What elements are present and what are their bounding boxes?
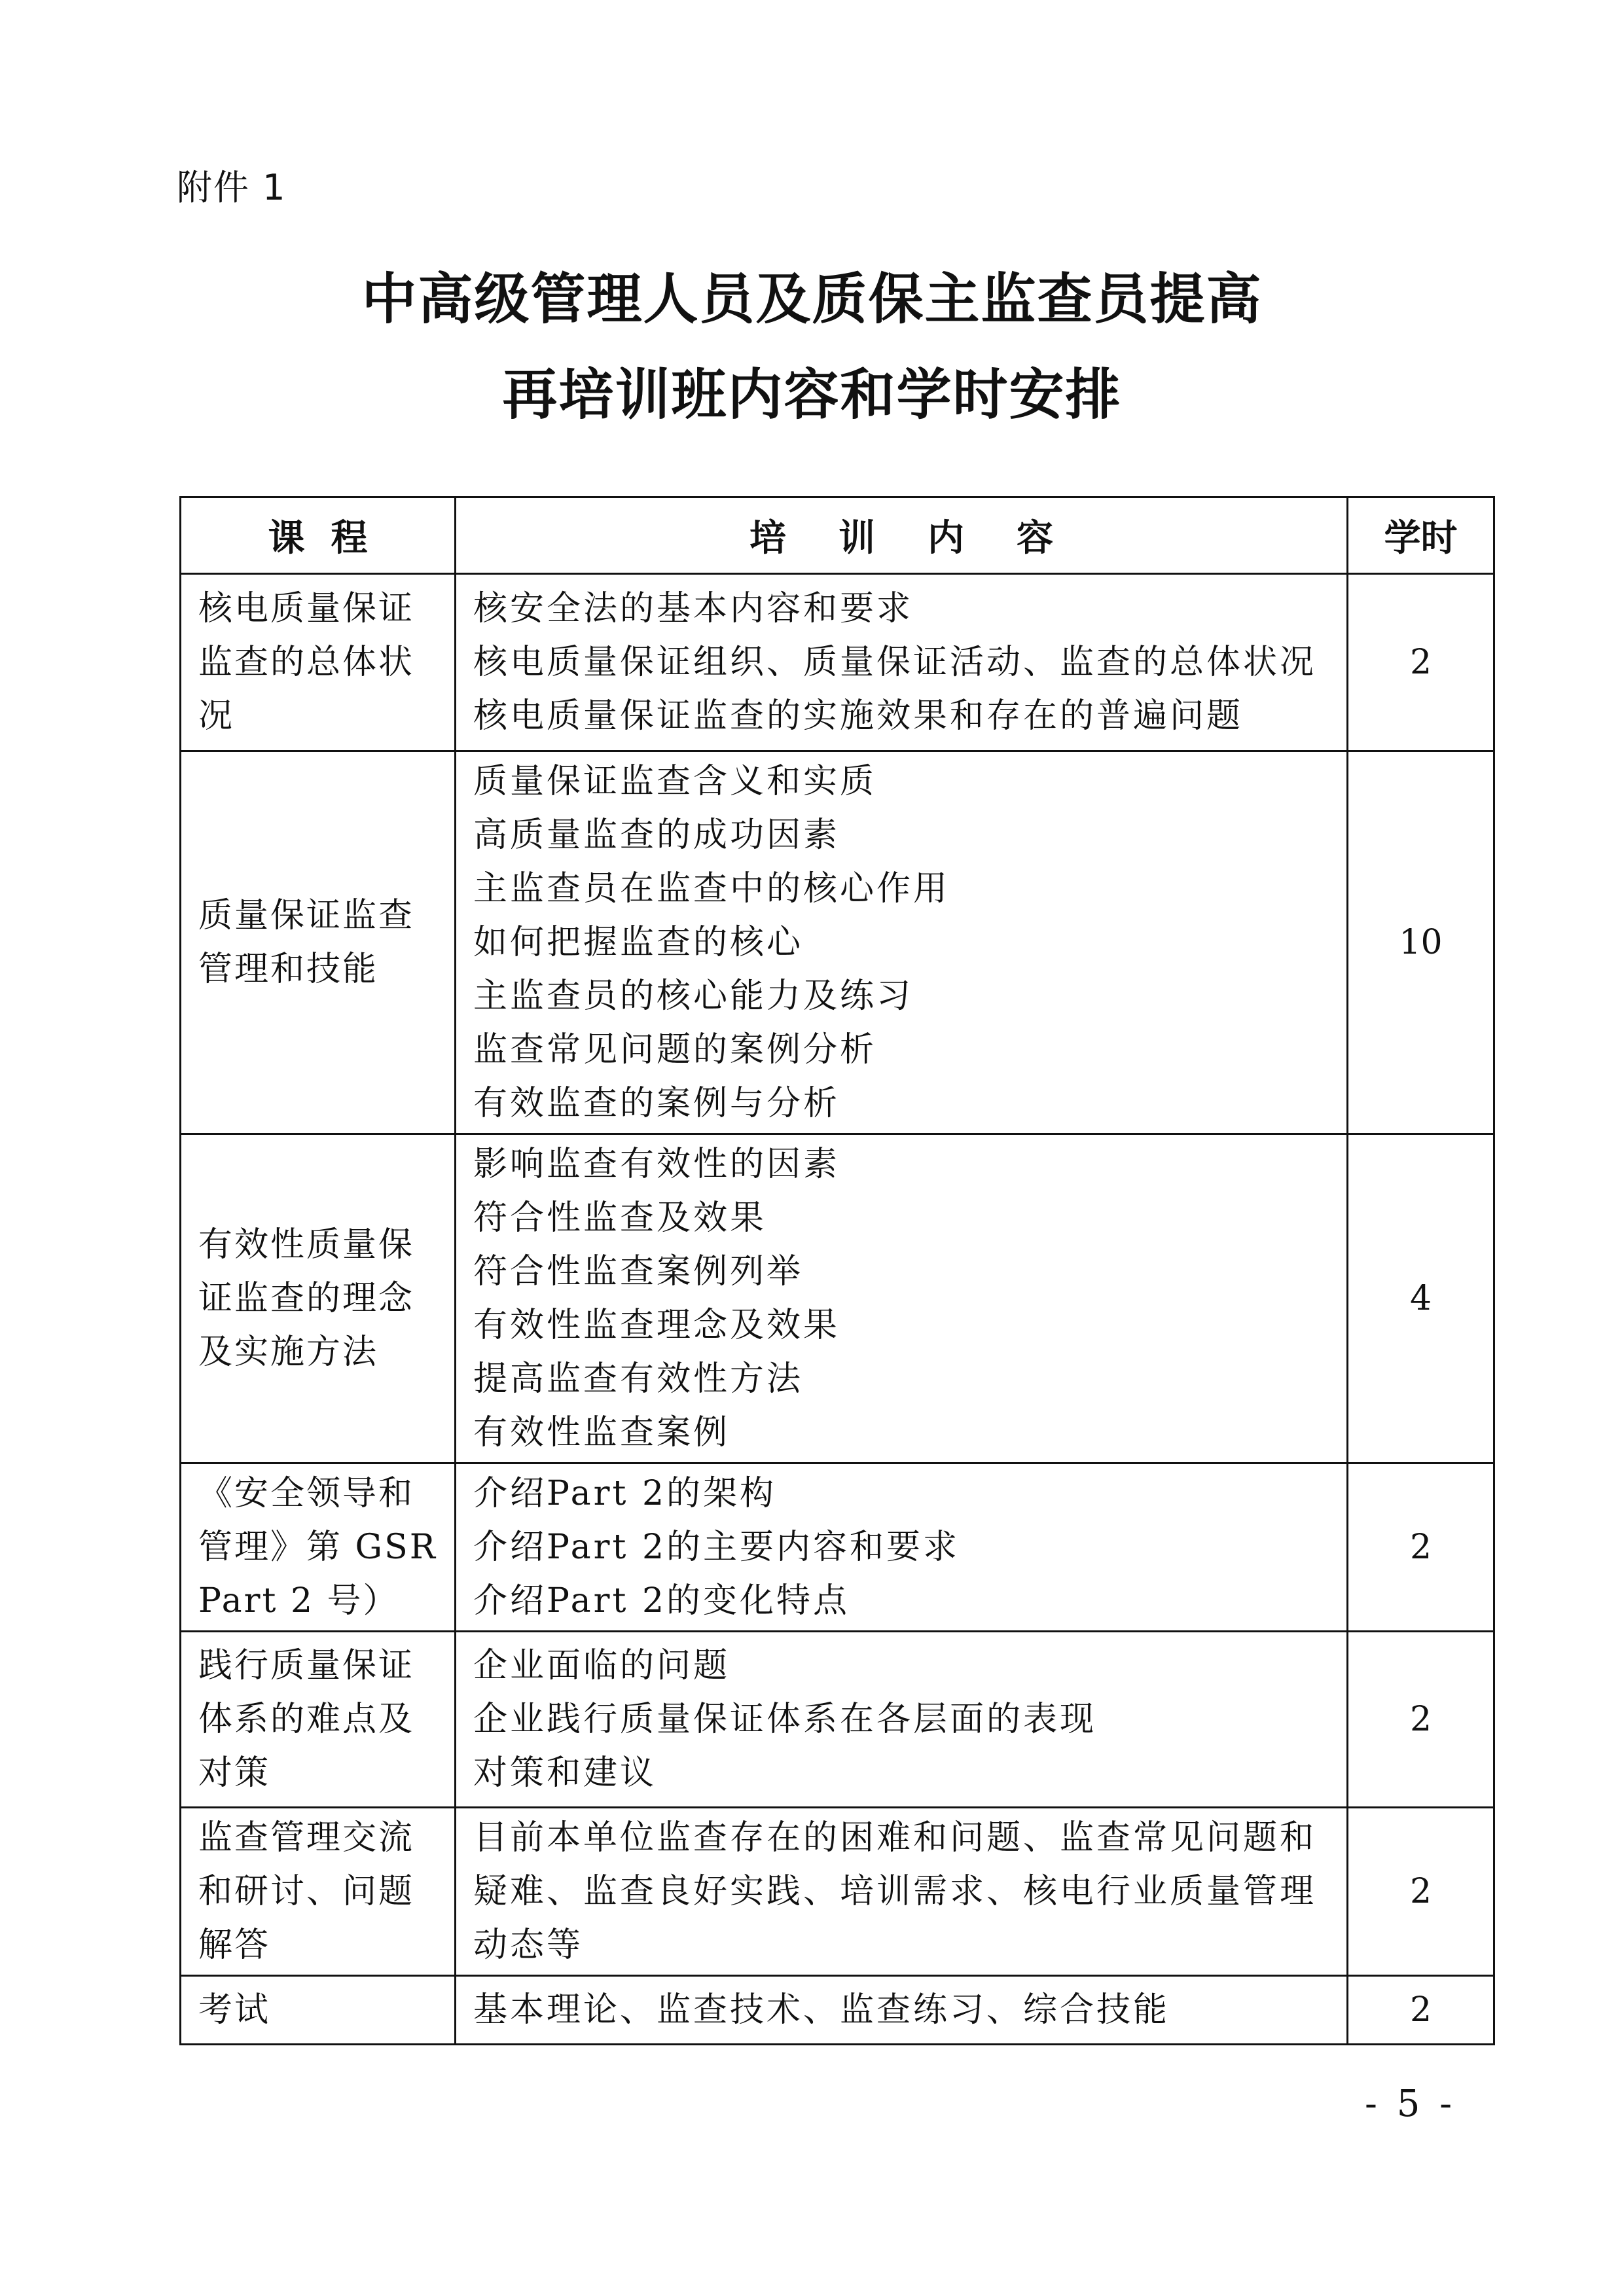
content-line: 企业践行质量保证体系在各层面的表现 xyxy=(473,1700,1097,1739)
table-row xyxy=(181,1134,1494,1463)
table-row xyxy=(181,1808,1494,1976)
table-row xyxy=(181,1463,1494,1632)
course-cell: 核电质量保证监查的总体状况 xyxy=(181,574,456,751)
hours-cell: 4 xyxy=(1348,1134,1494,1463)
course-cell: 考试 xyxy=(181,1976,456,2045)
training-schedule-table xyxy=(179,496,1495,2045)
content-line: 有效性监查案例 xyxy=(473,1413,731,1452)
content-line: 提高监查有效性方法 xyxy=(473,1359,804,1399)
content-line: 如何把握监查的核心 xyxy=(473,923,804,962)
content-line: 核安全法的基本内容和要求 xyxy=(473,589,914,628)
page-number: - 5 - xyxy=(1365,2083,1456,2125)
table-header-row xyxy=(181,497,1494,574)
hours-cell: 2 xyxy=(1348,1976,1494,2045)
attachment-label: 附件 1 xyxy=(177,167,287,208)
content-line: 符合性监查及效果 xyxy=(473,1198,767,1238)
content-line: 基本理论、监查技术、监查练习、综合技能 xyxy=(473,1990,1170,2030)
content-line: 质量保证监查含义和实质 xyxy=(473,762,877,801)
course-cell: 监查管理交流和研讨、问题解答 xyxy=(181,1808,456,1976)
hours-cell: 2 xyxy=(1348,1463,1494,1632)
page-title-line-2: 再培训班内容和学时安排 xyxy=(502,363,1122,427)
content-line: 高质量监查的成功因素 xyxy=(473,816,840,855)
content-line: 监查常见问题的案例分析 xyxy=(473,1030,877,1069)
content-line: 影响监查有效性的因素 xyxy=(473,1145,840,1184)
hours-cell: 2 xyxy=(1348,1808,1494,1976)
course-cell: 质量保证监查管理和技能 xyxy=(181,751,456,1134)
course-cell: 践行质量保证体系的难点及对策 xyxy=(181,1632,456,1808)
content-line: 对策和建议 xyxy=(473,1753,657,1793)
content-cell xyxy=(456,751,1348,1134)
content-line: 介绍Part 2的架构 xyxy=(473,1474,777,1513)
content-line: 介绍Part 2的主要内容和要求 xyxy=(473,1528,960,1567)
content-line: 核电质量保证监查的实施效果和存在的普遍问题 xyxy=(473,696,1244,736)
content-line: 主监查员的核心能力及练习 xyxy=(473,977,914,1016)
content-line: 企业面临的问题 xyxy=(473,1646,731,1685)
content-cell xyxy=(456,1808,1348,1976)
table-row xyxy=(181,1632,1494,1808)
content-line: 核电质量保证组织、质量保证活动、监查的总体状况 xyxy=(473,643,1317,682)
course-cell: 有效性质量保证监查的理念及实施方法 xyxy=(181,1134,456,1463)
page-title-line-1: 中高级管理人员及质保主监查员提高 xyxy=(361,267,1263,331)
hours-cell: 2 xyxy=(1348,574,1494,751)
table-row xyxy=(181,751,1494,1134)
table-row xyxy=(181,1976,1494,2045)
table-row xyxy=(181,574,1494,751)
hours-cell: 10 xyxy=(1348,751,1494,1134)
content-cell xyxy=(456,574,1348,751)
header-hours: 学时 xyxy=(1348,497,1494,574)
content-cell xyxy=(456,1632,1348,1808)
content-line: 主监查员在监查中的核心作用 xyxy=(473,869,950,908)
header-content: 培训内容 xyxy=(456,497,1348,574)
content-cell xyxy=(456,1134,1348,1463)
content-cell xyxy=(456,1463,1348,1632)
content-cell xyxy=(456,1976,1348,2045)
content-line: 符合性监查案例列举 xyxy=(473,1252,804,1291)
content-line: 介绍Part 2的变化特点 xyxy=(473,1581,850,1621)
content-line: 有效监查的案例与分析 xyxy=(473,1084,840,1123)
content-paragraph: 目前本单位监查存在的困难和问题、监查常见问题和疑难、监查良好实践、培训需求、核电行业质量管理动态等 xyxy=(473,1818,1317,1965)
content-line: 有效性监查理念及效果 xyxy=(473,1306,840,1345)
course-cell: 《安全领导和管理》第 GSR Part 2 号） xyxy=(181,1463,456,1632)
header-course: 课程 xyxy=(181,497,456,574)
hours-cell: 2 xyxy=(1348,1632,1494,1808)
